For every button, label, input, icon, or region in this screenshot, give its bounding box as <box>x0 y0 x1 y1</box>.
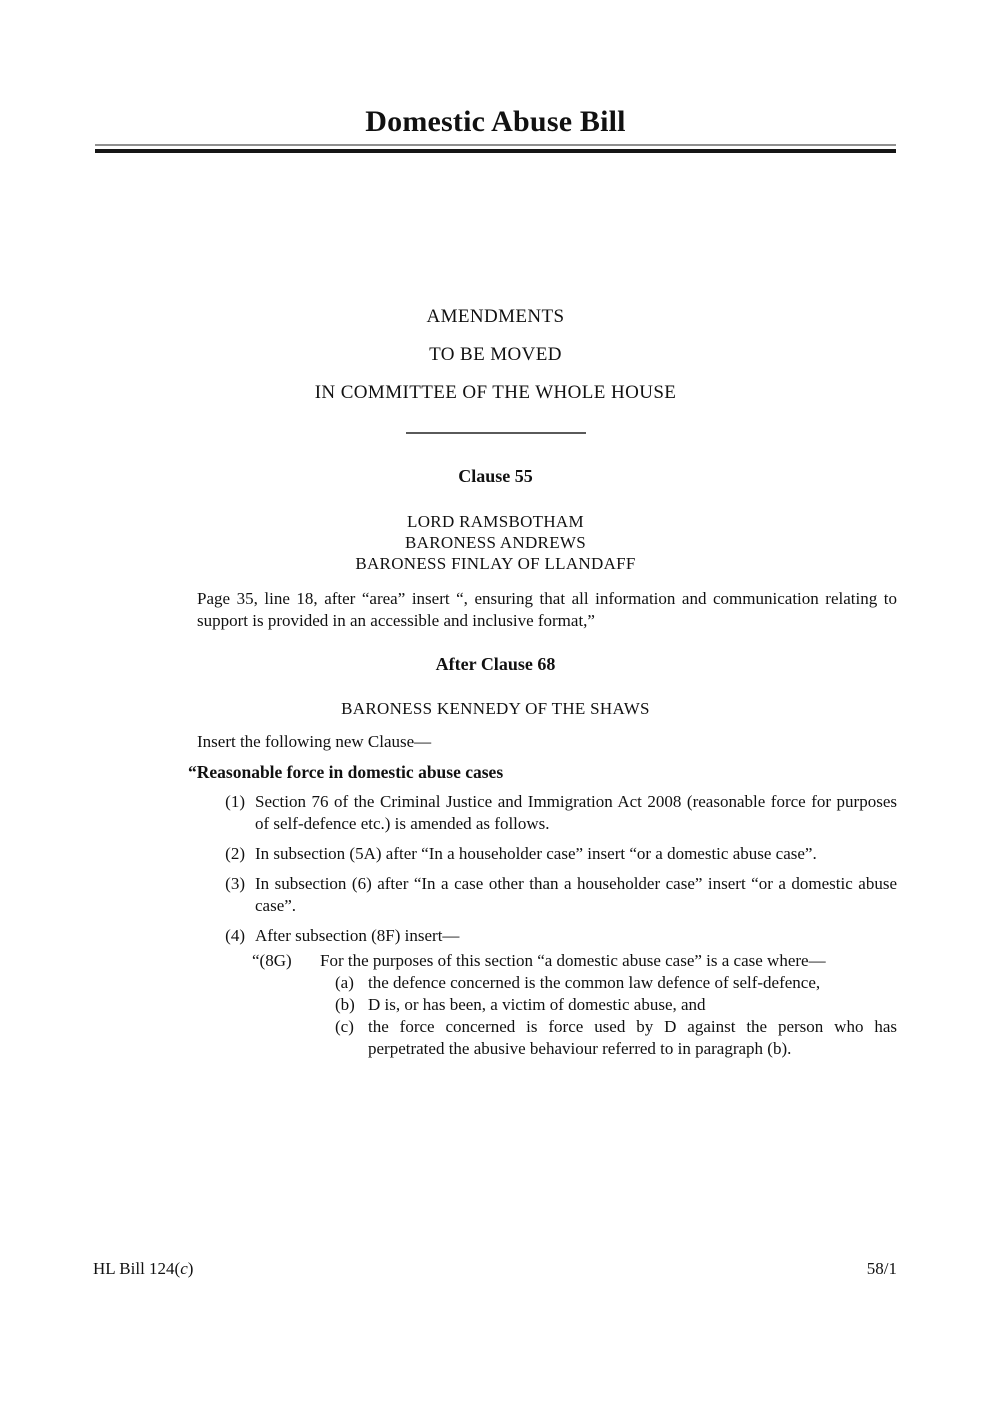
paragraph-text: the force concerned is force used by D against the person who has perpetrated the abusive behaviour referred to in paragraph (b). <box>368 1017 897 1058</box>
subsection-number: (4) <box>225 926 245 945</box>
clause-55-amendment-text: Page 35, line 18, after “area” insert “, ensuring that all information and communication relating to support is provided in an accessible and inclusive format,” <box>197 589 897 630</box>
header-line-to-be-moved: TO BE MOVED <box>429 344 562 365</box>
sponsor-name: LORD RAMSBOTHAM <box>407 512 584 531</box>
title-double-rule <box>95 144 896 153</box>
bill-number-suffix: ) <box>187 1259 194 1278</box>
inserted-subsection-label: “(8G) <box>252 951 292 970</box>
sponsor-name: BARONESS ANDREWS <box>405 533 586 552</box>
clause-55-sponsors <box>0 511 991 574</box>
bill-number-italic: c <box>180 1259 188 1278</box>
header-line-committee: IN COMMITTEE OF THE WHOLE HOUSE <box>314 382 677 403</box>
after-clause-68-heading: After Clause 68 <box>435 654 556 674</box>
paragraph-row <box>335 994 897 1016</box>
subsection-number: (3) <box>225 874 245 893</box>
subsection-text: In subsection (6) after “In a case other than a householder case” insert “or a domestic abuse case”. <box>255 874 897 915</box>
subsection-row <box>197 791 897 835</box>
paragraph-text: D is, or has been, a victim of domestic abuse, and <box>368 995 706 1014</box>
bill-number-prefix: HL Bill 124( <box>93 1259 181 1278</box>
subsection-row <box>197 925 897 947</box>
page-footer <box>93 1258 897 1280</box>
insert-intro: Insert the following new Clause— <box>197 732 432 751</box>
subsection-text: In subsection (5A) after “In a householder case” insert “or a domestic abuse case”. <box>255 844 817 863</box>
header-line-amendments: AMENDMENTS <box>426 306 565 327</box>
inserted-subsection-text: For the purposes of this section “a domestic abuse case” is a case where— <box>320 951 826 970</box>
sponsor-name: BARONESS FINLAY OF LLANDAFF <box>355 554 636 573</box>
subsection-number: (1) <box>225 792 245 811</box>
amendment-reference: 58/1 <box>866 1259 897 1278</box>
paragraph-row <box>335 972 897 994</box>
paragraph-row <box>335 1016 897 1060</box>
paragraph-letter: (c) <box>335 1017 354 1036</box>
paragraph-text: the defence concerned is the common law defence of self-defence, <box>368 973 821 992</box>
inserted-subsection-row <box>252 950 897 972</box>
page-title: Domestic Abuse Bill <box>365 105 626 138</box>
new-clause-title: “Reasonable force in domestic abuse cases <box>188 762 504 782</box>
section-divider-rule <box>406 432 586 434</box>
after-clause-68-sponsors <box>0 698 991 719</box>
subsection-text: After subsection (8F) insert— <box>255 926 460 945</box>
paragraph-letter: (b) <box>335 995 355 1014</box>
sponsor-name: BARONESS KENNEDY OF THE SHAWS <box>341 699 650 718</box>
subsection-row <box>197 873 897 917</box>
paragraph-letter: (a) <box>335 973 354 992</box>
subsection-text: Section 76 of the Criminal Justice and Immigration Act 2008 (reasonable force for purposes of self-defence etc.) is amended as follows. <box>255 792 897 833</box>
subsection-number: (2) <box>225 844 245 863</box>
bill-number <box>93 1258 193 1280</box>
clause-55-heading: Clause 55 <box>458 466 533 486</box>
subsection-row <box>197 843 897 865</box>
